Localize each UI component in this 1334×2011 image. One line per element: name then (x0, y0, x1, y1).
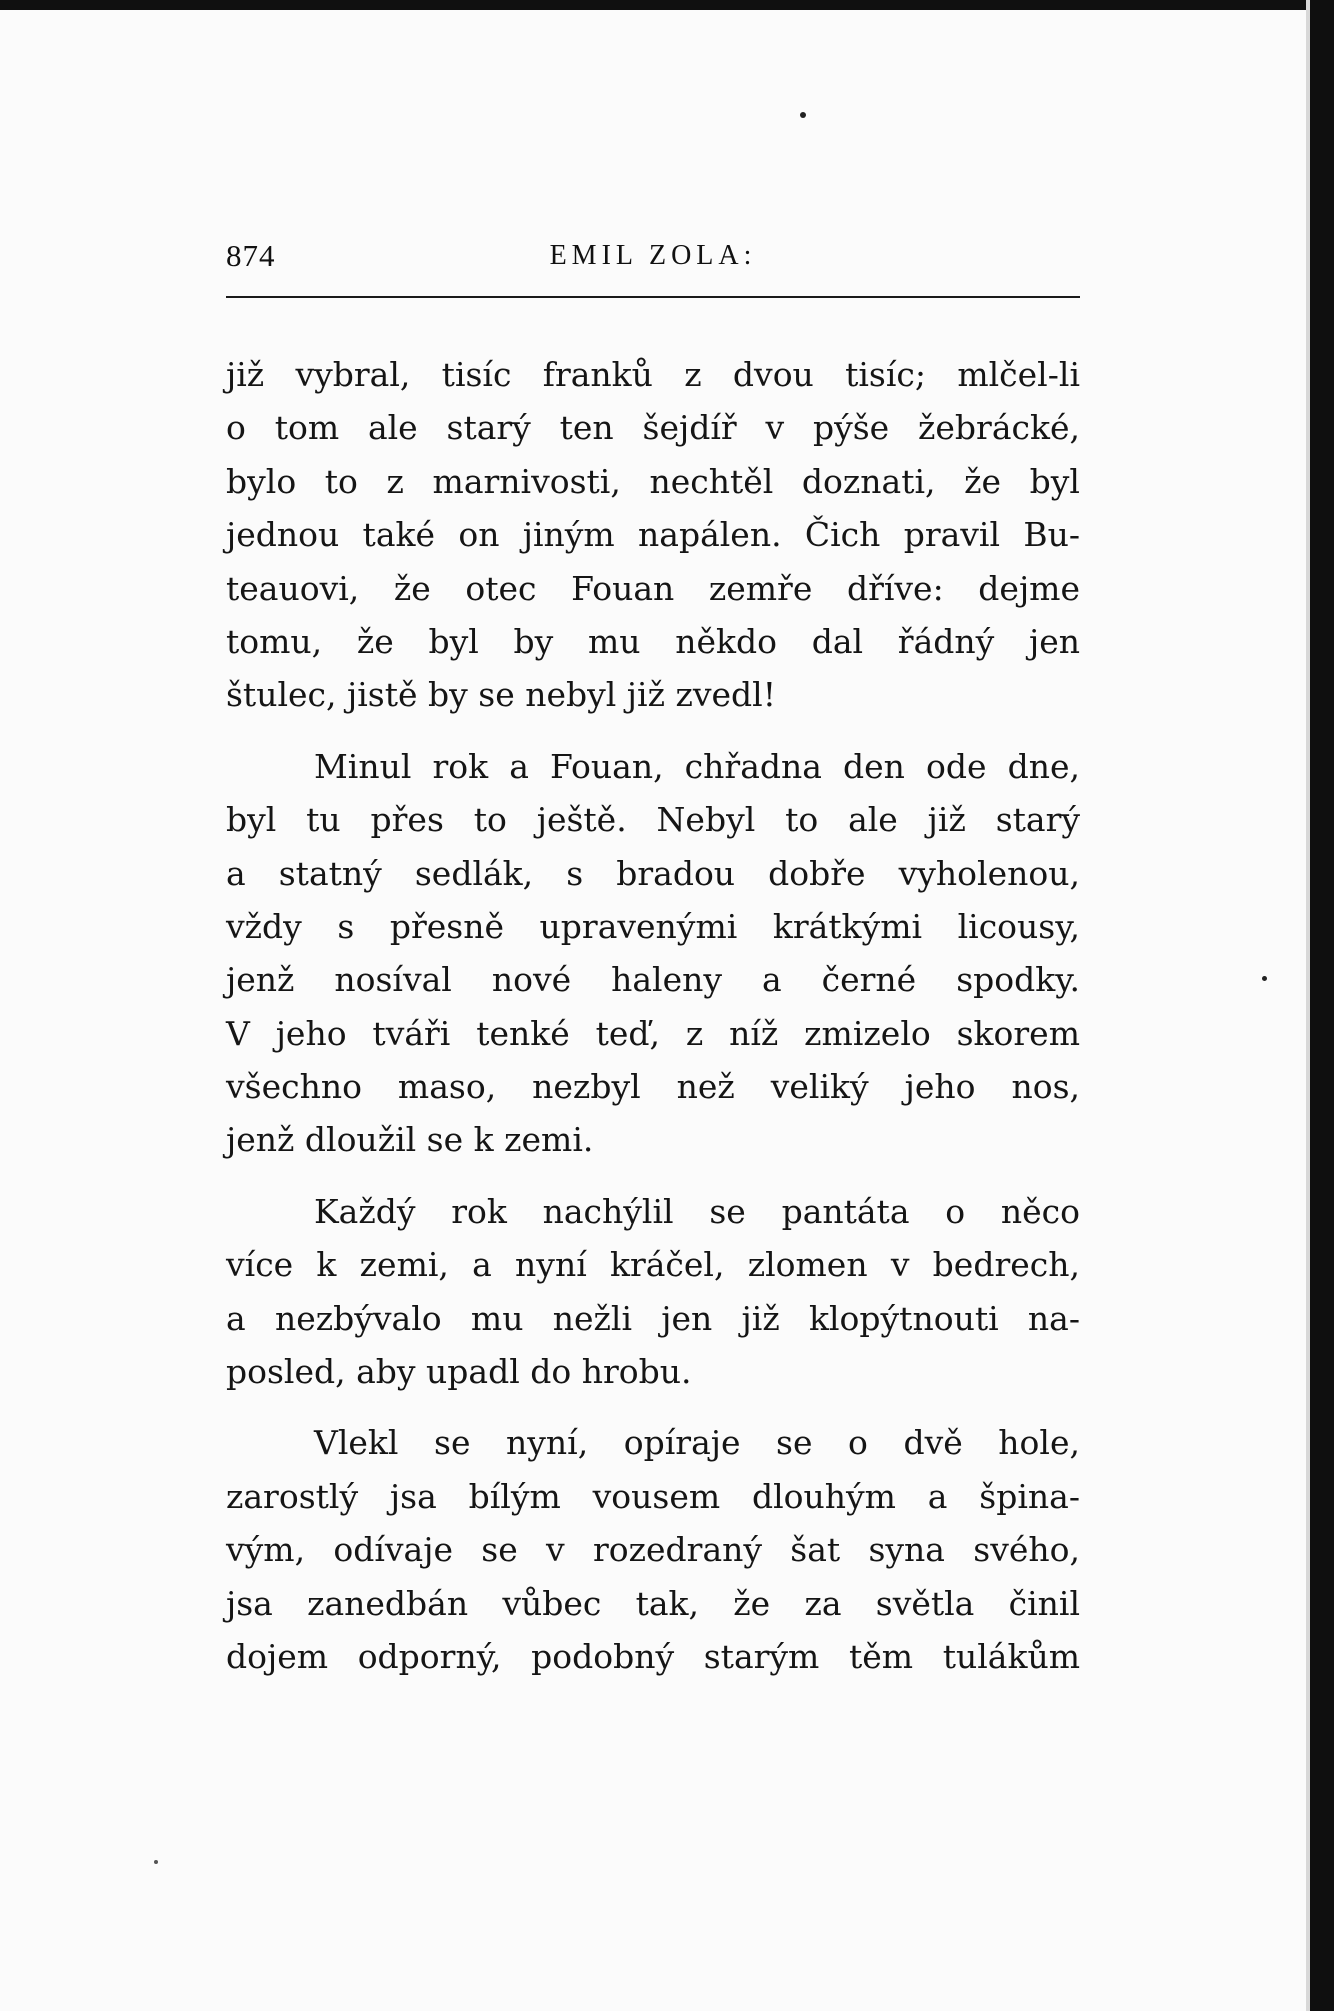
page-number: 874 (226, 238, 276, 273)
scan-border-right (1310, 0, 1334, 2011)
text-line: a statný sedlák, s bradou dobře vyholenou, (226, 853, 1080, 893)
text-line: o tom ale starý ten šejdíř v pýše žebrácké, (226, 408, 1080, 448)
text-line: Minul rok a Fouan, chřadna den ode dne, (314, 746, 1080, 786)
text-line: více k zemi, a nyní kráčel, zlomen v bedrech, (226, 1245, 1080, 1285)
text-line: Každý rok nachýlil se pantáta o něco (314, 1191, 1080, 1231)
text-line: vým, odívaje se v rozedraný šat syna svého, (226, 1530, 1080, 1570)
paragraph-gap (226, 722, 1080, 740)
paragraph-gap (226, 1167, 1080, 1185)
text-line: dojem odporný, podobný starým těm tulákům (226, 1636, 1080, 1676)
text-line: teauovi, že otec Fouan zemře dříve: dejme (226, 568, 1080, 608)
text-line: Vlekl se nyní, opíraje se o dvě hole, (314, 1423, 1080, 1463)
text-line: jednou také on jiným napálen. Čich pravil Bu- (226, 515, 1080, 555)
scan-speck (1262, 976, 1267, 981)
book-page (226, 0, 1080, 2011)
text-line: V jeho tváři tenké teď, z níž zmizelo skorem (226, 1013, 1080, 1053)
text-line: byl tu přes to ještě. Nebyl to ale již starý (226, 800, 1080, 840)
paragraph (226, 1185, 1080, 1399)
running-title: EMIL ZOLA: (549, 240, 757, 271)
header-rule (226, 296, 1080, 298)
text-line: jsa zanedbán vůbec tak, že za světla činil (226, 1583, 1080, 1623)
text-line: vždy s přesně upravenými krátkými licousy, (226, 906, 1080, 946)
text-line: zarostlý jsa bílým vousem dlouhým a špina- (226, 1476, 1080, 1516)
text-line: jenž dloužil se k zemi. (226, 1120, 594, 1160)
paragraph (226, 1416, 1080, 1683)
text-line: a nezbývalo mu nežli jen již klopýtnouti na- (226, 1298, 1080, 1338)
text-line: štulec, jistě by se nebyl již zvedl! (226, 675, 776, 715)
paragraph (226, 348, 1080, 722)
text-line: jenž nosíval nové haleny a černé spodky. (226, 960, 1080, 1000)
scan-speck (154, 1860, 158, 1864)
text-line: posled, aby upadl do hrobu. (226, 1352, 692, 1392)
paragraph (226, 740, 1080, 1167)
text-line: všechno maso, nezbyl než veliký jeho nos, (226, 1067, 1080, 1107)
paragraph-gap (226, 1398, 1080, 1416)
text-line: bylo to z marnivosti, nechtěl doznati, že byl (226, 461, 1080, 501)
text-line: tomu, že byl by mu někdo dal řádný jen (226, 621, 1080, 661)
running-head (226, 238, 1080, 282)
text-line: již vybral, tisíc franků z dvou tisíc; mlčel-li (226, 355, 1080, 394)
body-text (226, 348, 1080, 1683)
